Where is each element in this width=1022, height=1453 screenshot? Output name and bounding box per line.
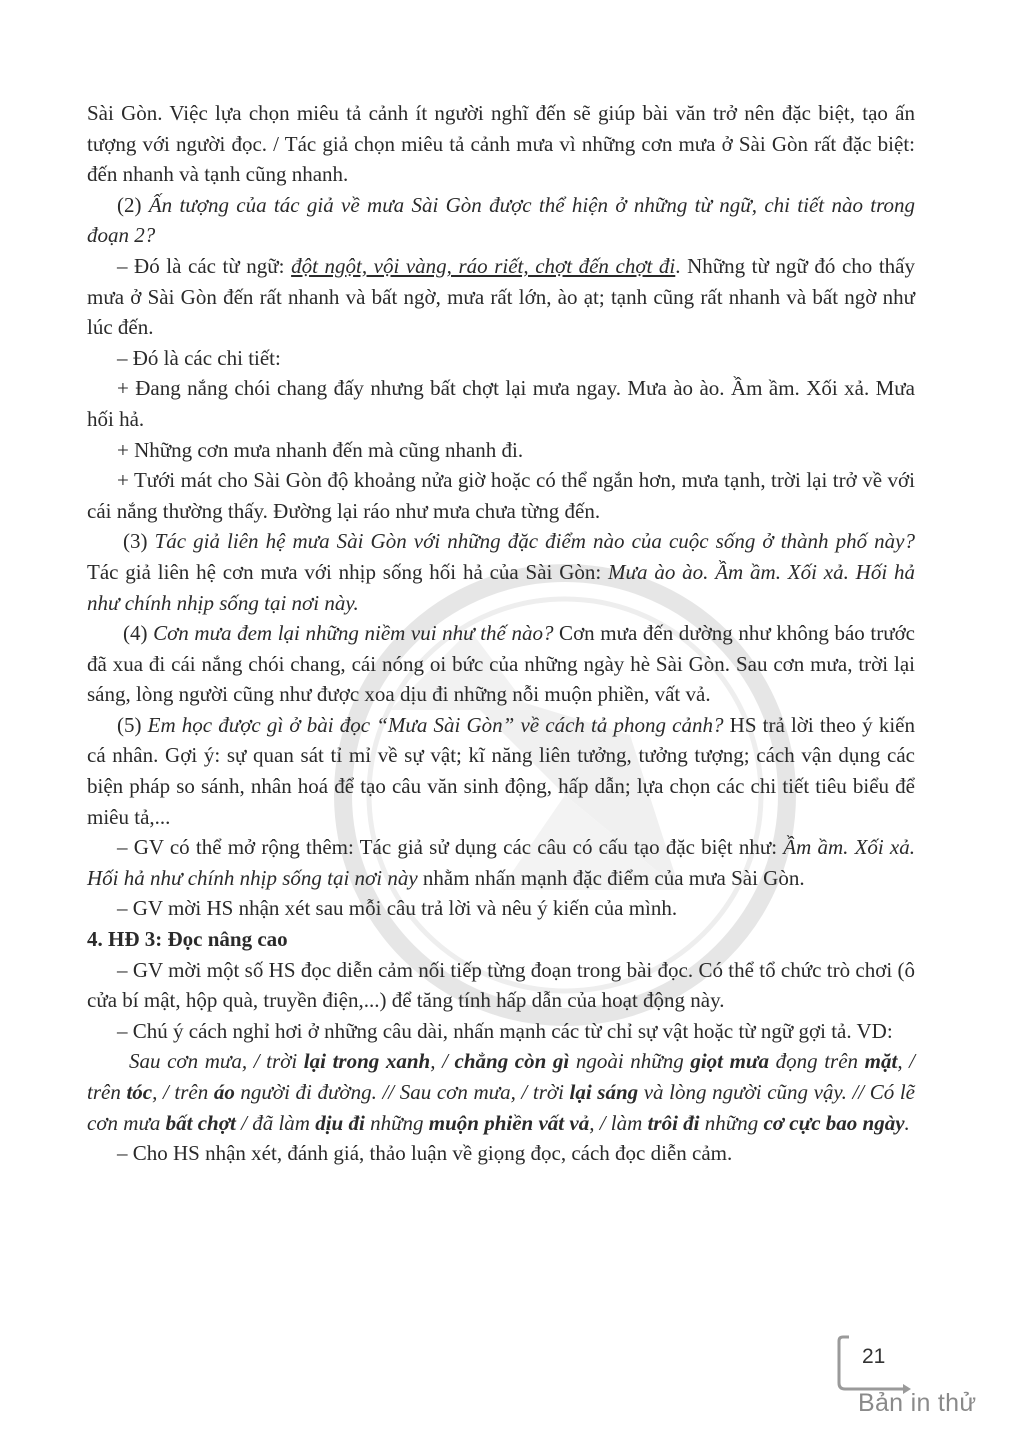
quote-emphasis: áo [213, 1080, 235, 1104]
question-4-number: (4) [123, 621, 154, 646]
quote-text: . [904, 1110, 910, 1135]
quote-text: , / làm [589, 1110, 648, 1135]
answer-2-details-intro: – Đó là các chi tiết: [117, 345, 281, 370]
quote-emphasis: trôi đi [647, 1110, 700, 1135]
quote-text: những [364, 1110, 429, 1135]
quote-emphasis: lại sáng [569, 1080, 639, 1104]
teacher-note-1 [87, 832, 915, 893]
section-paragraph-1: – GV mời một số HS đọc diễn cảm nối tiếp từng đoạn trong bài đọc. Có thể tổ chức trò chơi (ô cửa bí mật, hộp quà, truyền điện,...) để tăng tính hấp dẫn của hoạt động này. [87, 957, 915, 1013]
quote-emphasis: cơ cực bao ngày [763, 1110, 905, 1135]
teacher-note-1-prefix: – GV có thể mở rộng thêm: Tác giả sử dụng các câu có cấu tạo đặc biệt như: [117, 835, 784, 860]
question-5 [87, 710, 915, 832]
quote-emphasis: muộn phiền vất vả [428, 1110, 590, 1135]
answer-2-words [87, 251, 915, 343]
detail-2: + Những cơn mưa nhanh đến mà cũng nhanh đi. [117, 437, 524, 462]
print-proof-label: Bản in thử [858, 1389, 977, 1417]
teacher-note-1-quote: Ầm ầm. Xối xả. Hối hả như chính nhịp sống tại nơi này [87, 835, 915, 890]
question-4-answer: Cơn mưa đến dường như không báo trước đã xua đi cái nắng chói chang, cái nóng oi bức của những ngày hè Sài Gòn. Sau cơn mưa, trời lại sáng, lòng người cũng như được xoa dịu đi những nỗi muộn phiền, vất vả. [87, 621, 916, 707]
quote-text: những [699, 1110, 764, 1135]
teacher-note-1-rest: nhằm nhấn mạnh đặc điểm của mưa Sài Gòn. [417, 865, 805, 890]
quote-text: và lòng người cũng vậy. // Có lẽ cơn mưa [87, 1080, 915, 1135]
quote-text: Sau cơn mưa, / trời [129, 1049, 304, 1074]
question-5-number: (5) [117, 712, 148, 737]
section-paragraph-3: – Cho HS nhận xét, đánh giá, thảo luận về giọng đọc, cách đọc diễn cảm. [117, 1141, 733, 1166]
quote-text: , / trên [152, 1080, 214, 1104]
answer-2-prefix: – Đó là các từ ngữ: [117, 253, 292, 278]
question-4 [87, 618, 915, 710]
question-3-quote: Mưa ào ào. Ầm ầm. Xối xả. Hối hả như chính nhịp sống tại nơi này. [87, 559, 915, 615]
question-5-answer: HS trả lời theo ý kiến cá nhân. Gợi ý: sự quan sát tỉ mỉ về sự vật; kĩ năng liên tưởng, tưởng tượng; cách vận dụng các biện pháp so sánh, nhân hoá để tạo câu văn sinh động, hấp dẫn; lựa chọn các chi tiết tiêu biểu để miêu tả,... [87, 712, 915, 829]
question-4-text: Cơn mưa đem lại những niềm vui như thế nào? [153, 621, 554, 646]
question-3-number: (3) [123, 529, 155, 554]
quote-emphasis: tóc [126, 1080, 153, 1104]
quote-text: , / trên [87, 1049, 916, 1104]
question-5-text: Em học được gì ở bài đọc “Mưa Sài Gòn” về cách tả phong cảnh? [147, 712, 724, 737]
question-3 [87, 526, 915, 618]
quote-emphasis: dịu đi [315, 1110, 365, 1135]
question-2-text: Ấn tượng của tác giả về mưa Sài Gòn được thể hiện ở những từ ngữ, chi tiết nào trong đoạn 2? [87, 192, 915, 248]
quote-emphasis: bất chợt [165, 1110, 236, 1135]
quote-text: ngoài những [569, 1049, 691, 1074]
section-paragraph-2: – Chú ý cách nghỉ hơi ở những câu dài, nhấn mạnh các từ chỉ sự vật hoặc từ ngữ gợi tả. VD: [117, 1018, 893, 1043]
question-2 [87, 190, 915, 251]
page-number: 21 [862, 1345, 886, 1368]
quote-text: đọng trên [769, 1049, 865, 1074]
answer-2-keywords: đột ngột, vội vàng, ráo riết, chợt đến chợt đi [291, 253, 676, 278]
section-heading: 4. HĐ 3: Đọc nâng cao [87, 927, 288, 952]
quote-emphasis: mặt [864, 1049, 898, 1074]
quote-emphasis: chẳng còn gì [454, 1049, 570, 1074]
detail-1: + Đang nắng chói chang đấy nhưng bất chợt lại mưa ngay. Mưa ào ào. Ầm ầm. Xối xả. Mưa hối hả. [87, 376, 915, 431]
question-3-answer: Tác giả liên hệ cơn mưa với nhịp sống hối hả của Sài Gòn: [87, 559, 609, 584]
quote-text: , / [430, 1049, 455, 1074]
answer-2-rest: . Những từ ngữ đó cho thấy mưa ở Sài Gòn đến rất nhanh và bất ngờ, mưa rất lớn, ào ạt; tạnh cũng rất nhanh và bất ngờ như lúc đến. [87, 253, 916, 340]
quote-emphasis: giọt mưa [690, 1049, 770, 1074]
question-2-number: (2) [117, 192, 149, 217]
detail-3: + Tưới mát cho Sài Gòn độ khoảng nửa giờ hoặc có thể ngắn hơn, mưa tạnh, trời lại trở về với cái nắng thường thấy. Đường lại ráo như mưa chưa từng đến. [87, 468, 915, 523]
question-3-text: Tác giả liên hệ mưa Sài Gòn với những đặc điểm nào của cuộc sống ở thành phố này? [154, 529, 915, 554]
teacher-note-2: – GV mời HS nhận xét sau mỗi câu trả lời và nêu ý kiến của mình. [117, 896, 678, 921]
example-quote [87, 1046, 915, 1138]
quote-emphasis: lại trong xanh [303, 1049, 431, 1074]
quote-text: / đã làm [235, 1110, 316, 1135]
quote-text: người đi đường. // Sau cơn mưa, / trời [234, 1080, 570, 1104]
page-content [87, 98, 915, 1169]
paragraph-intro: Sài Gòn. Việc lựa chọn miêu tả cảnh ít người nghĩ đến sẽ giúp bài văn trở nên đặc biệt, tạo ấn tượng với người đọc. / Tác giả chọn miêu tả cảnh mưa vì những cơn mưa ở Sài Gòn rất đặc biệt: đến nhanh và tạnh cũng nhanh. [87, 101, 915, 187]
